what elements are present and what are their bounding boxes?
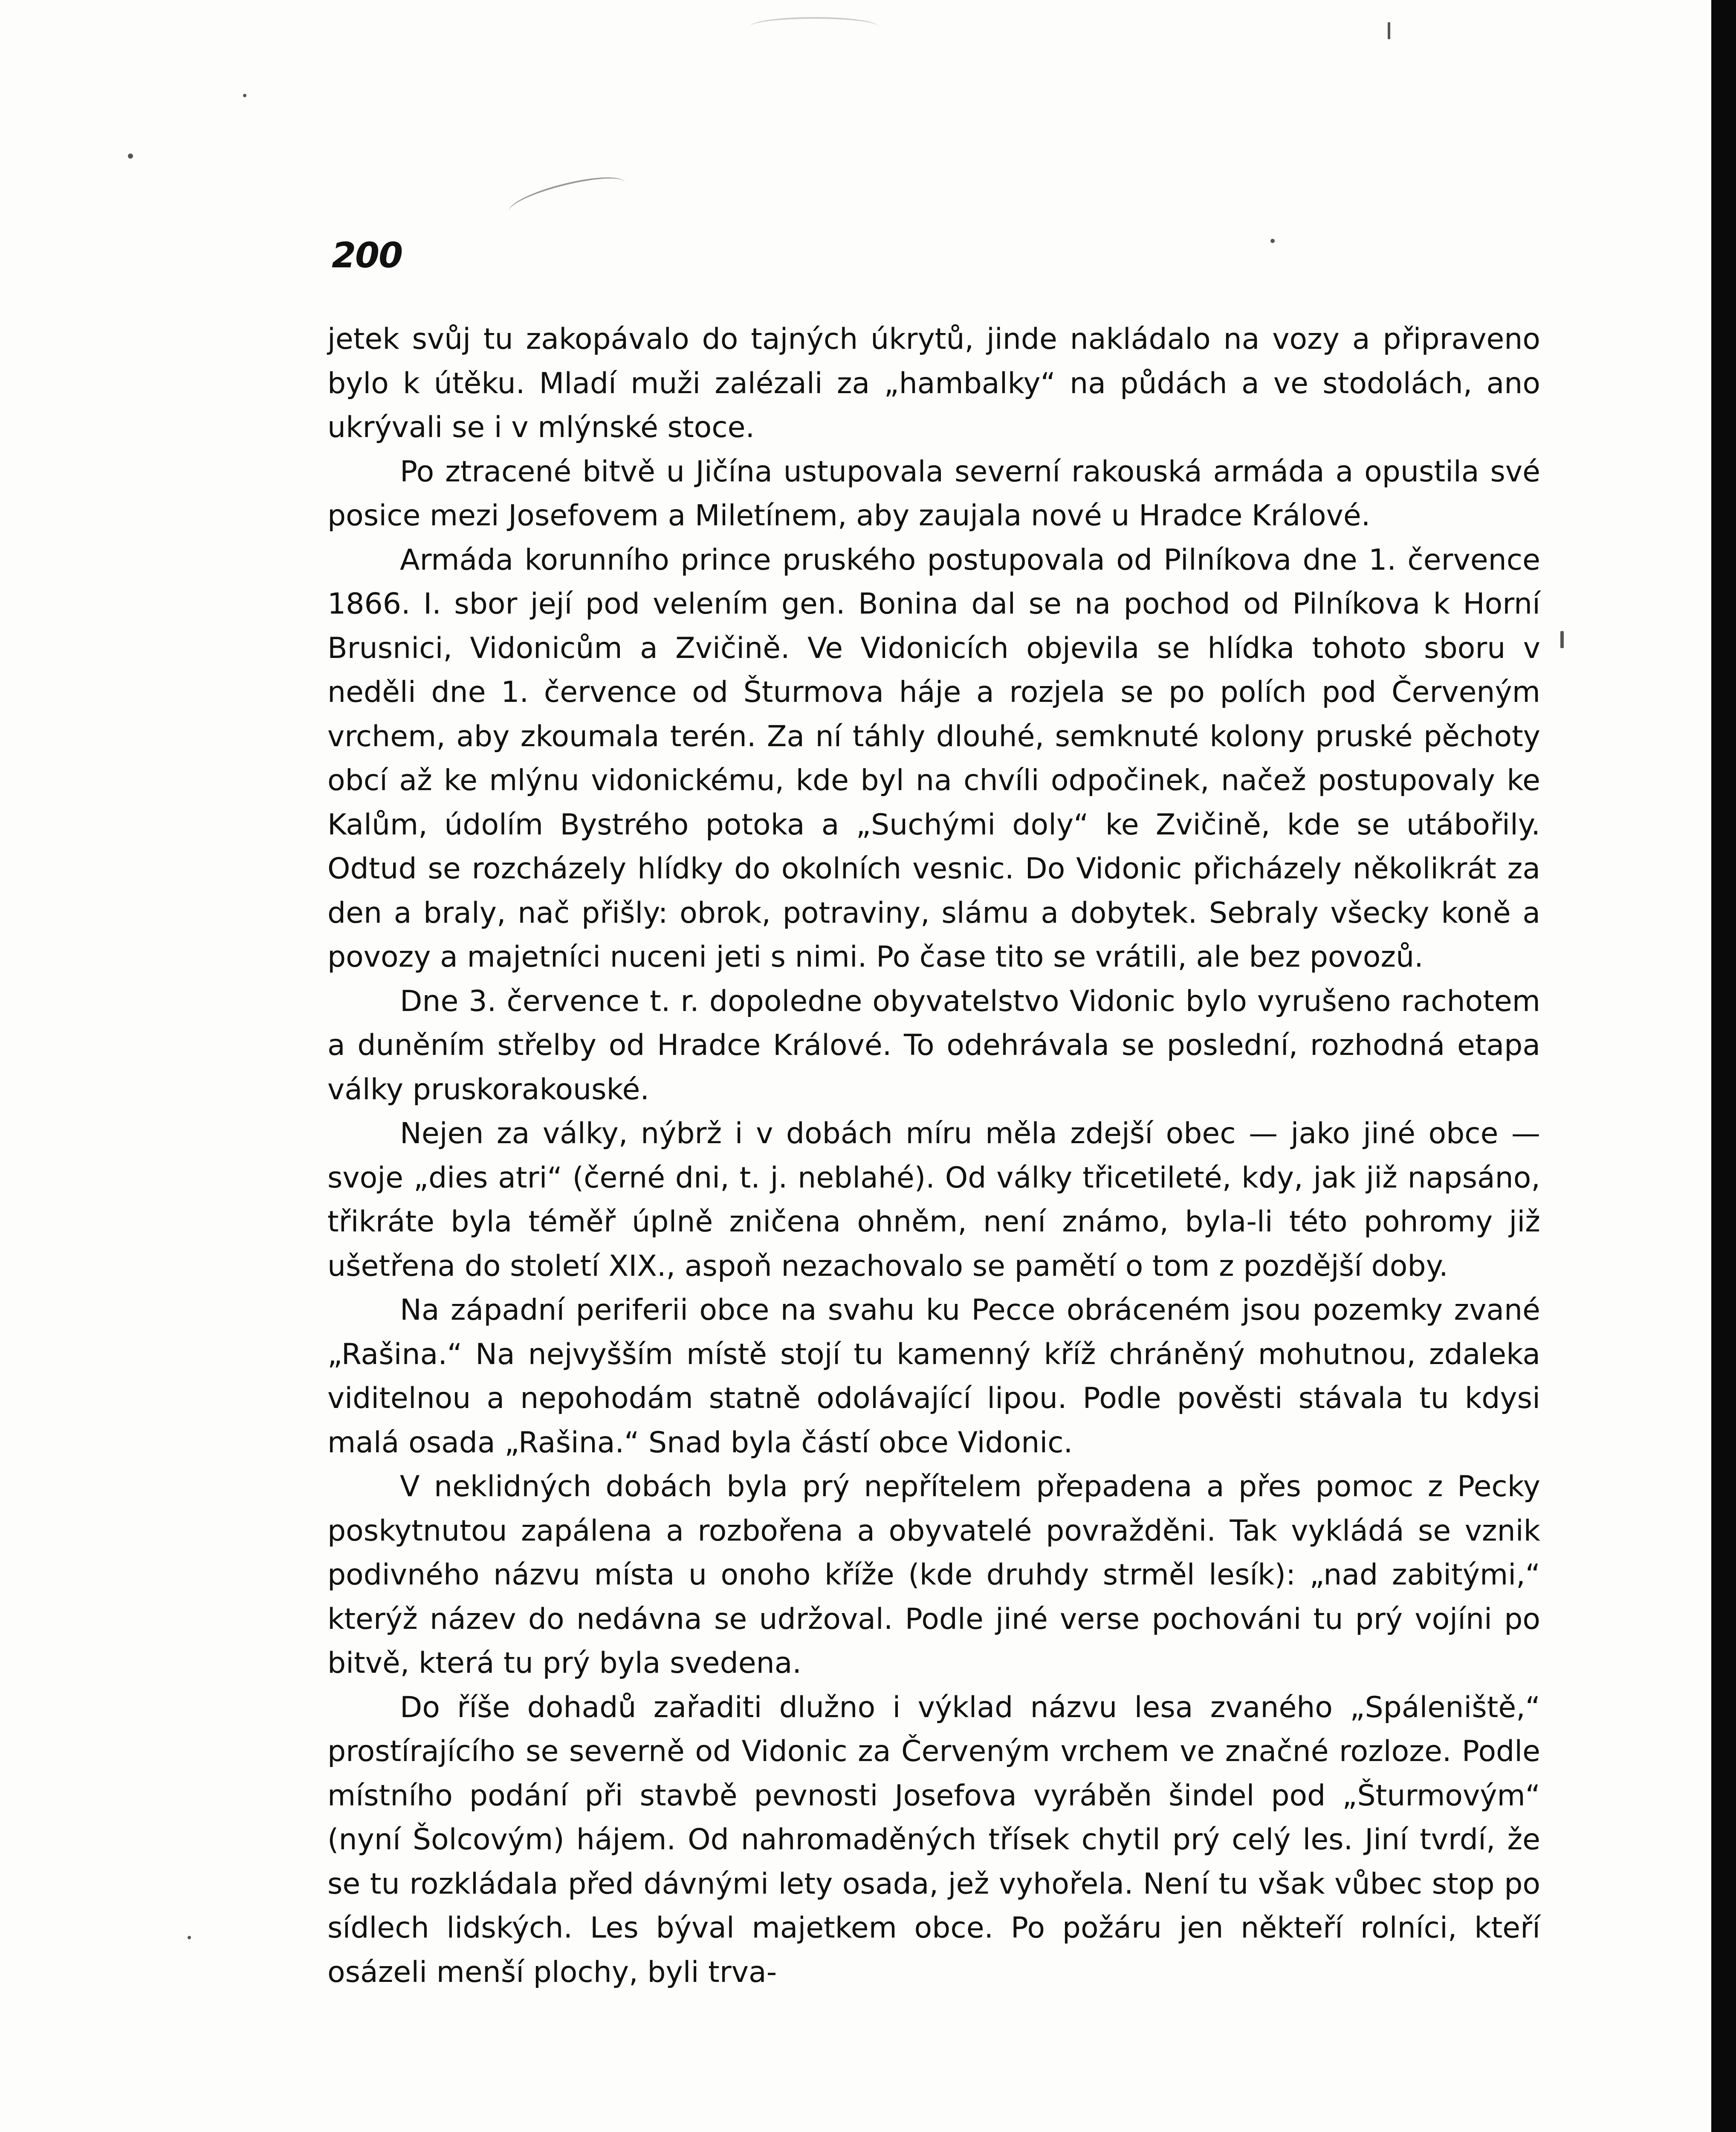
paragraph: Na západní periferii obce na svahu ku Pecce obráceném jsou pozemky zvané „Rašina.“ Na nejvyšším místě stojí tu kamenný kříž chráněný mohutnou, zdaleka viditelnou a nepohodám statně odolávající lipou. Podle pověsti stávala tu kdysi malá osada „Rašina.“ Snad byla částí obce Vidonic.: [327, 1293, 1540, 1460]
page-number: 200: [332, 235, 402, 276]
scan-speck: [1560, 631, 1564, 648]
scan-speck: [188, 1936, 191, 1939]
paragraph: Po ztracené bitvě u Jičína ustupovala severní rakouská armáda a opustila své posice mezi Josefovem a Miletínem, aby zaujala nové u Hradce Králové.: [327, 455, 1540, 533]
scan-speck: [1388, 22, 1390, 39]
scan-speck: [243, 94, 246, 97]
paragraph: V neklidných dobách byla prý nepřítelem přepadena a přes pomoc z Pecky poskytnutou zapálena a rozbořena a obyvatelé povražděni. Tak vykládá se vznik podivného názvu místa u onoho kříže (kde druhdy strměl lesík): „nad zabitými,“ kterýž název do nedávna se udržoval. Podle jiné verse pochováni tu prý vojíni po bitvě, která tu prý byla svedena.: [327, 1470, 1540, 1680]
scan-smudge: [750, 17, 878, 36]
paragraph: Nejen za války, nýbrž i v dobách míru měla zdejší obec — jako jiné obce — svoje „dies atri“ (černé dni, t. j. neblahé). Od války třicetileté, kdy, jak již napsáno, třikráte byla téměř úplně zničena ohněm, není známo, byla-li této pohromy již ušetřena do století XIX., aspoň nezachovalo se pamětí o tom z pozdější doby.: [327, 1117, 1540, 1283]
scan-speck: [128, 154, 133, 159]
scan-smudge: [506, 169, 628, 225]
scan-speck: [1270, 239, 1275, 243]
scan-border-right: [1711, 0, 1736, 2132]
paragraph: Armáda korunního prince pruského postupovala od Pilníkova dne 1. července 1866. I. sbor její pod velením gen. Bonina dal se na pochod od Pilníkova k Horní Brusnici, Vidonicům a Zvičině. Ve Vidonicích objevila se hlídka tohoto sboru v neděli dne 1. července od Šturmova háje a rozjela se po polích pod Červeným vrchem, aby zkoumala terén. Za ní táhly dlouhé, semknuté kolony pruské pěchoty obcí až ke mlýnu vidonickému, kde byl na chvíli odpočinek, načež postupovaly ke Kalům, údolím Bystrého potoka a „Suchými doly“ ke Zvičině, kde se utábořily. Odtud se rozcházely hlídky do okolních vesnic. Do Vidonic přicházely několikrát za den a braly, nač přišly: obrok, potraviny, slámu a dobytek. Sebraly všecky koně a povozy a majetníci nuceni jeti s nimi. Po čase tito se vrátili, ale bez povozů.: [327, 543, 1540, 974]
paragraph-continuation: jetek svůj tu zakopávalo do tajných úkrytů, jinde nakládalo na vozy a připraveno bylo k útěku. Mladí muži zalézali za „hambalky“ na půdách a ve stodolách, ano ukrývali se i v mlýnské stoce.: [327, 322, 1540, 444]
paragraph: Do říše dohadů zařaditi dlužno i výklad názvu lesa zvaného „Spáleniště,“ prostírajícího se severně od Vidonic za Červeným vrchem ve značné rozloze. Podle místního podání při stavbě pevnosti Josefova vyráběn šindel pod „Šturmovým“ (nyní Šolcovým) hájem. Od nahromaděných třísek chytil prý celý les. Jiní tvrdí, že se tu rozkládala před dávnými lety osada, jež vyhořela. Není tu však vůbec stop po sídlech lidských. Les býval majetkem obce. Po požáru jen někteří rolníci, kteří osázeli menší plochy, byli trva-: [327, 1690, 1540, 1989]
body-text: [327, 317, 1540, 1994]
paragraph: Dne 3. července t. r. dopoledne obyvatelstvo Vidonic bylo vyrušeno rachotem a duněním střelby od Hradce Králové. To odehrávala se poslední, rozhodná etapa války pruskorakouské.: [327, 984, 1540, 1107]
